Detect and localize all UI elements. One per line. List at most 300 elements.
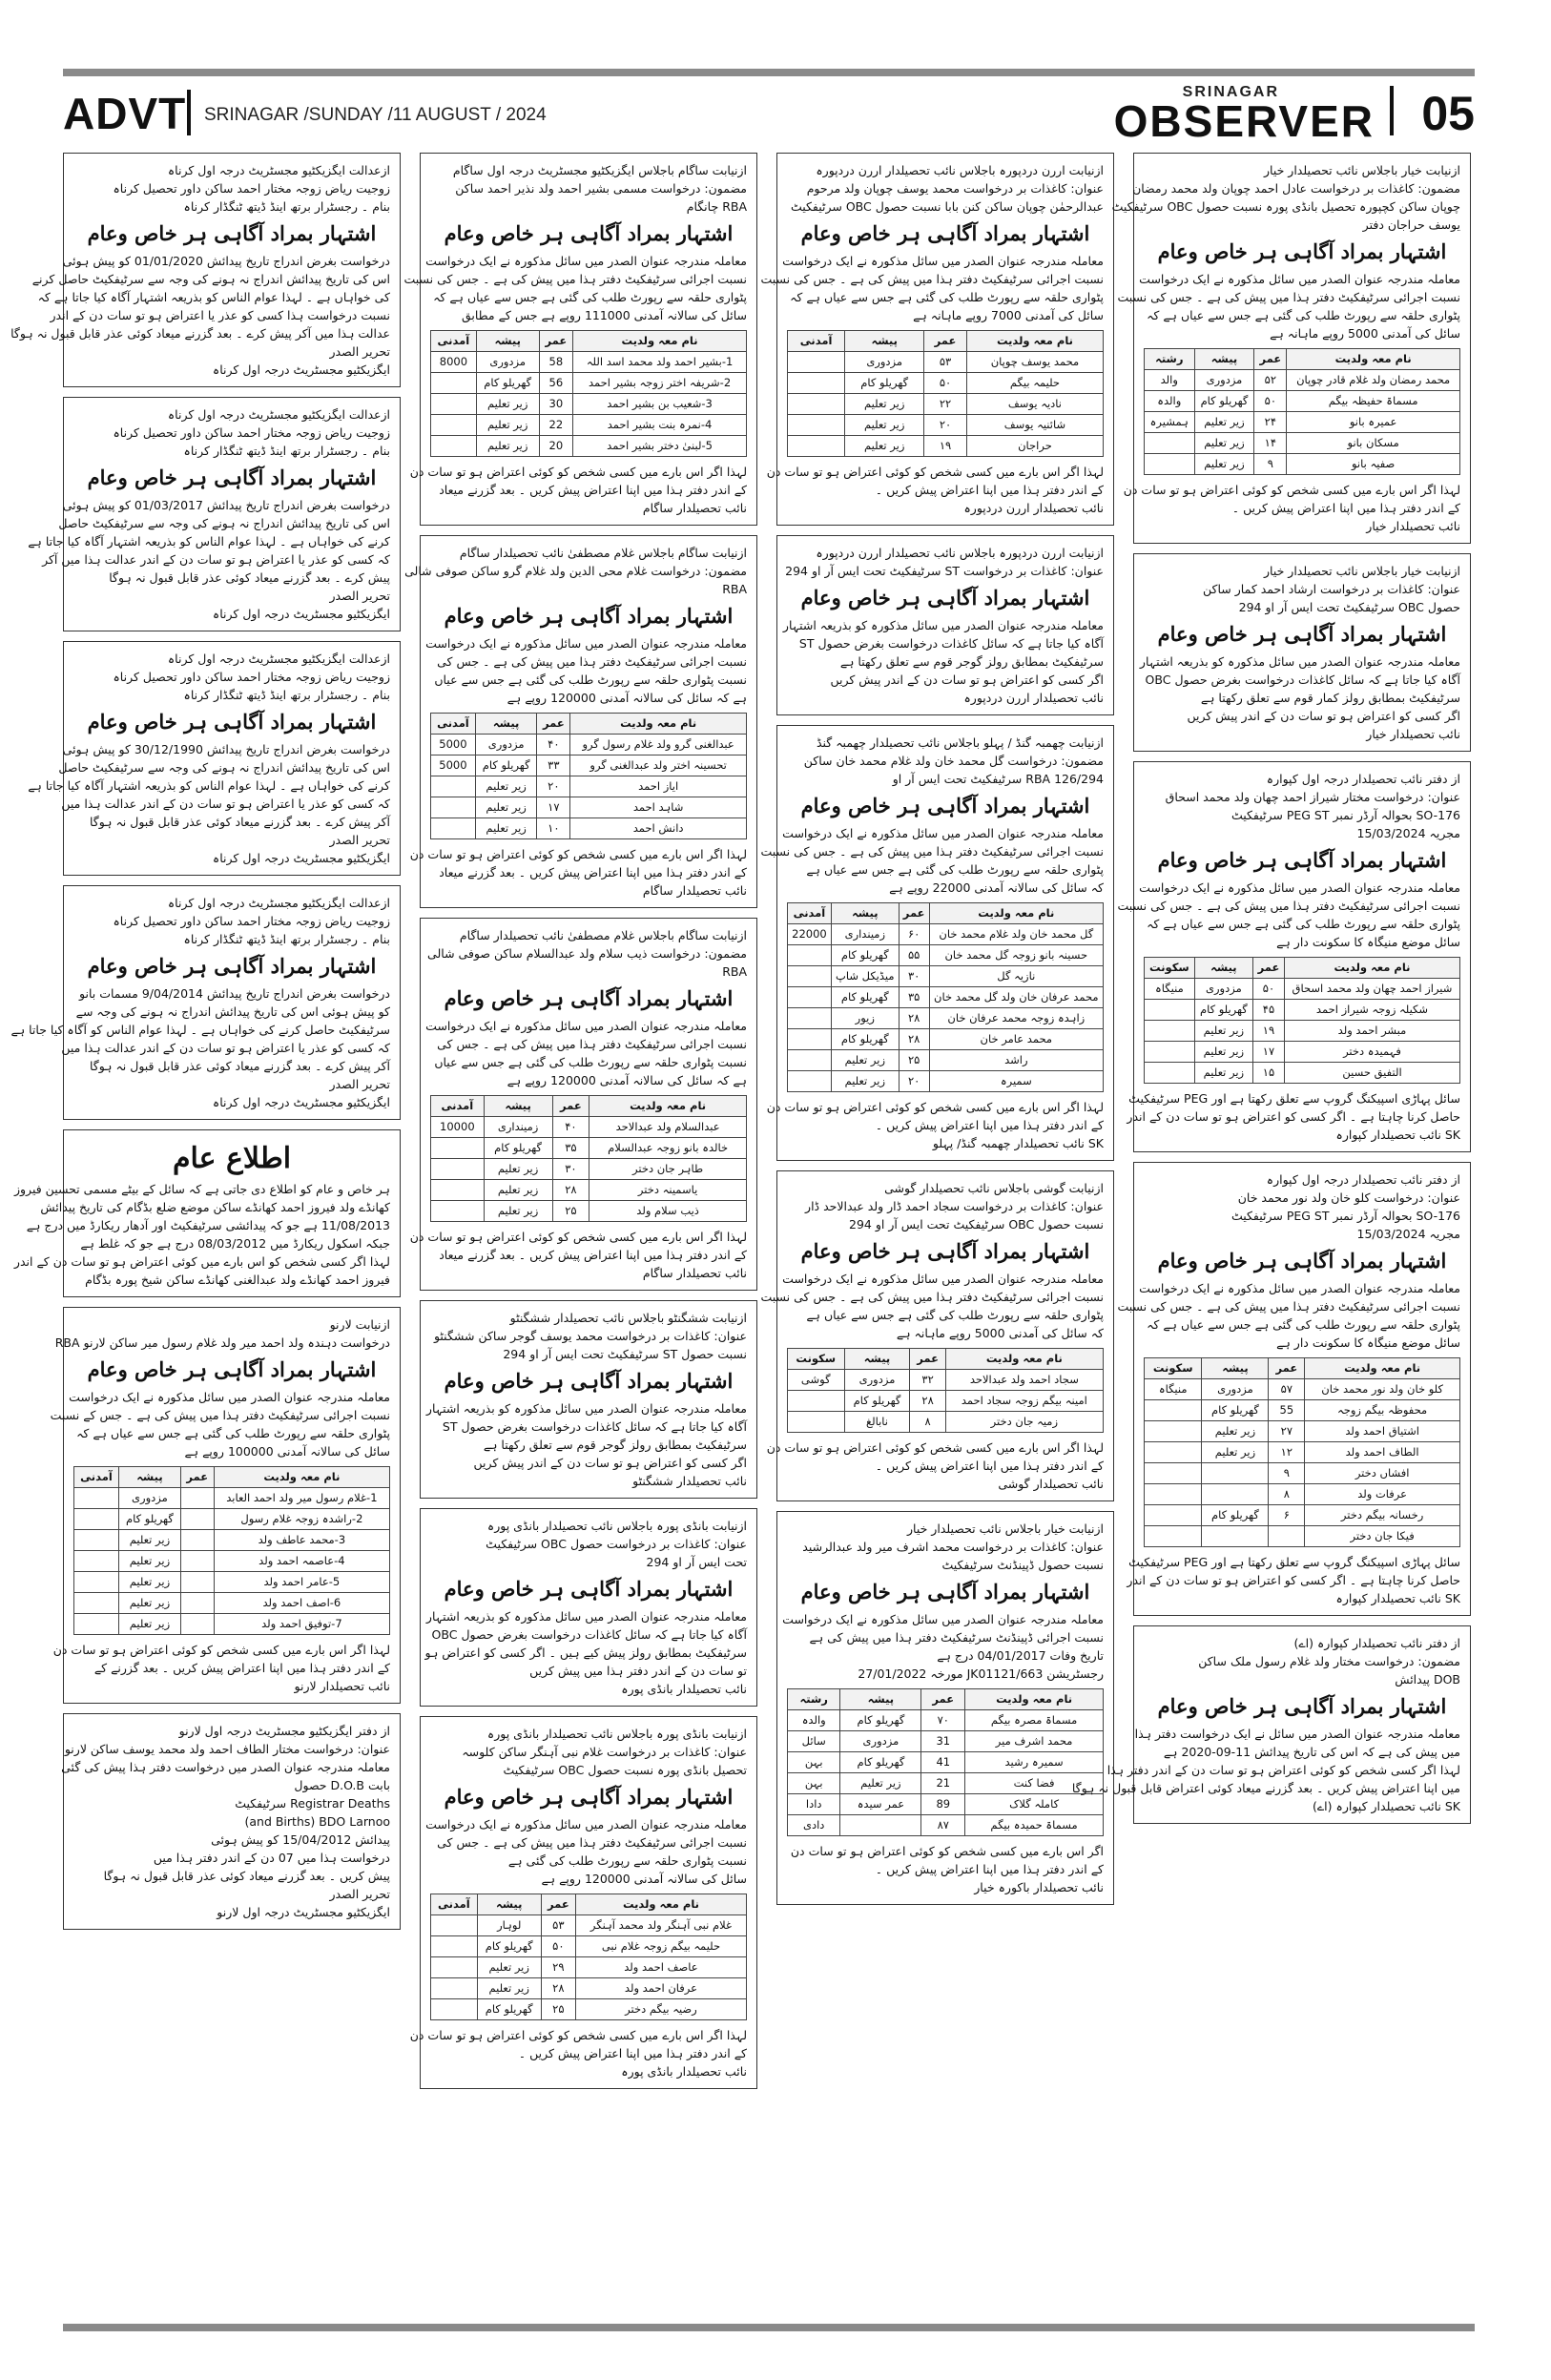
table-cell: نادیہ یوسف bbox=[966, 394, 1103, 415]
record-table-header-cell: آمدنی bbox=[74, 1467, 119, 1488]
ad-heading-line: ازنیابت اررن دردپورہ باجلاس نائب تحصیلدار اررن دردپورہ bbox=[816, 546, 1104, 560]
ad-heading-line: مضمون: درخواست مسمی بشیر احمد ولد نذیر احمد ساکن bbox=[455, 181, 747, 196]
ad-heading-line: زوجیت ریاض زوجہ مختار احمد ساکن داور تحصیل کرناہ bbox=[113, 425, 390, 440]
ad-heading-line: ازعدالت ایگزیکٹیو مجسٹریٹ درجہ اول کرناہ bbox=[167, 896, 390, 910]
ad-heading-line: ازنیابت گوشی باجلاس نائب تحصیلدار گوشی bbox=[884, 1181, 1104, 1195]
table-cell: ۳۰ bbox=[552, 1159, 589, 1180]
table-cell: گھریلو کام bbox=[840, 1752, 921, 1773]
ad-body-line: آکر پیش کرے ۔ بعد گزرنے میعاد کوئی عذر قابل قبول نہ ہوگا bbox=[89, 1059, 390, 1073]
ad-body-line: نسبت اجرائی سرٹیفکیٹ دفتر ہذا میں پیش کی ہے ۔ جس کی نسبت bbox=[1117, 290, 1460, 304]
table-cell: ۱۲ bbox=[1269, 1442, 1305, 1463]
table-cell: گھریلو کام bbox=[477, 1999, 541, 2020]
table-cell: زیر تعلیم bbox=[1194, 1021, 1252, 1042]
ad-heading-line: تحصیل بانڈی پورہ نسبت حصول OBC سرٹیفکیٹ bbox=[503, 1763, 747, 1777]
ad-body-line: نسبت پٹواری حلقہ سے رپورٹ طلب کی گئی ہے جس سے عیاں bbox=[434, 1055, 747, 1069]
ad-body-line: سائل کی آمدنی 7000 روپے ماہانہ ہے bbox=[913, 308, 1104, 322]
ad-footer-line: حاصل کرنا چاہتا ہے ۔ اگر کسی کو اعتراض ہو تو سات دن کے اندر bbox=[1127, 1109, 1460, 1124]
ad-footer-line: کے اندر دفتر ہذا میں اپنا اعتراض پیش کریں ۔ bbox=[875, 1118, 1104, 1132]
ad-body-line: نسبت اجرائی سرٹیفکیٹ دفتر ہذا میں پیش کی ہے ۔ جس کی نسبت bbox=[1117, 899, 1460, 913]
table-row bbox=[431, 755, 747, 776]
public-notice-box bbox=[13, 1129, 401, 1297]
table-row bbox=[1145, 1463, 1460, 1484]
table-cell bbox=[74, 1572, 119, 1593]
ad-footer-line: لہذا اگر اس بارے میں کسی شخص کو کوئی اعتراض ہو تو سات دن bbox=[409, 465, 747, 479]
public-notice-line: 11/08/2013 ہے جو کہ پیدائشی سرٹیفکیٹ اور آدھار ریکارڈ میں درج ہے bbox=[26, 1218, 390, 1232]
ad-title: اشتہار بمراد آگاہی ہر خاص وعام bbox=[444, 604, 734, 628]
table-cell: 89 bbox=[921, 1794, 965, 1815]
table-cell: 3-محمد عاطف ولد bbox=[214, 1530, 389, 1551]
ad-footer-line: نائب تحصیلدار گوشی bbox=[998, 1477, 1104, 1491]
table-row bbox=[431, 1201, 747, 1222]
table-cell: تحسینہ اختر ولد عبدالغنی گرو bbox=[570, 755, 747, 776]
ad-box bbox=[760, 1170, 1114, 1501]
table-cell: گھریلو کام bbox=[845, 373, 924, 394]
table-cell: 2-شریفہ اختر زوجہ بشیر احمد bbox=[573, 373, 747, 394]
table-cell: گھریلو کام bbox=[1194, 1000, 1252, 1021]
ad-footer-line: کے اندر دفتر ہذا میں اپنا اعتراض پیش کریں ۔ bbox=[1231, 501, 1460, 515]
table-cell: محمد عامر خان bbox=[929, 1029, 1103, 1050]
bottom-rule bbox=[63, 2324, 1475, 2331]
ad-footer-line: نائب تحصیلدار ساگام bbox=[642, 501, 747, 515]
table-cell bbox=[788, 1071, 832, 1092]
table-cell: 5000 bbox=[431, 735, 476, 755]
ad-body-line: معاملہ مندرجہ عنوان الصدر میں سائل مذکورہ نے ایک درخواست bbox=[1139, 880, 1460, 895]
table-cell: ۲۰ bbox=[537, 776, 570, 797]
ad-body-line: معاملہ مندرجہ عنوان الصدر میں سائل مذکورہ کو بذریعہ اشتہار bbox=[782, 618, 1104, 632]
record-table-header-cell: پیشہ bbox=[477, 1894, 541, 1915]
table-cell bbox=[431, 1138, 485, 1159]
ad-body-line: کرنے کی خواہاں ہے ۔ لہذا عوام الناس کو بذریعہ اشتہار آگاہ کیا جاتا ہے bbox=[28, 534, 390, 548]
table-cell bbox=[180, 1509, 214, 1530]
table-row bbox=[431, 1978, 747, 1999]
record-table-header-cell: پیشہ bbox=[845, 331, 924, 352]
record-table-header-cell: آمدنی bbox=[431, 1894, 478, 1915]
table-row bbox=[788, 1710, 1104, 1731]
table-row bbox=[1145, 1379, 1460, 1400]
ad-body-line: درخواست بغرض اندراج تاریخ پیدائش 01/03/2017 کو پیش ہوئی bbox=[62, 498, 390, 512]
ad-title: اشتہار بمراد آگاہی ہر خاص وعام bbox=[87, 710, 377, 734]
record-table-header-cell: عمر bbox=[1269, 1358, 1305, 1379]
table-row bbox=[74, 1572, 390, 1593]
ad-heading-line: از دفتر نائب تحصیلدار درجہ اول کپوارہ bbox=[1266, 772, 1460, 786]
table-cell: گھریلو کام bbox=[1202, 1505, 1269, 1526]
ad-heading-line: زوجیت ریاض زوجہ مختار احمد ساکن داور تحصیل کرناہ bbox=[113, 914, 390, 928]
ad-footer-line: کے اندر دفتر ہذا میں اپنا اعتراض پیش کریں ۔ bbox=[875, 483, 1104, 497]
table-cell: گھریلو کام bbox=[831, 945, 899, 966]
table-cell: زیر تعلیم bbox=[831, 1071, 899, 1092]
ad-body-line: معاملہ مندرجہ عنوان الصدر میں سائل مذکورہ نے ایک درخواست bbox=[782, 254, 1104, 268]
ad-heading-line: بنام ۔ رجسٹرار برتھ اینڈ ڈیتھ ٹنگڈار کرناہ bbox=[183, 444, 390, 458]
ad-box bbox=[1111, 153, 1471, 544]
record-table-header-cell: نام معہ ولدیت bbox=[965, 1689, 1104, 1710]
ad-body-line: آگاہ کیا جاتا ہے کہ سائل کاغذات درخواست بغرض حصول ST bbox=[798, 636, 1104, 651]
table-cell: گوشی bbox=[788, 1370, 845, 1391]
ad-body-line: سرٹیفکیٹ بمطابق رولز گوجر قوم سے تعلق رکھتا ہے bbox=[483, 1438, 747, 1452]
header-divider-right bbox=[1390, 86, 1394, 135]
ad-box bbox=[28, 397, 401, 631]
table-cell: حلیمہ بیگم bbox=[966, 373, 1103, 394]
ad-title: اشتہار بمراد آگاہی ہر خاص وعام bbox=[444, 1785, 734, 1809]
record-table bbox=[787, 1688, 1104, 1836]
record-table-header-cell: عمر bbox=[180, 1467, 214, 1488]
ad-heading-line: عنوان: درخواست مختار شیراز احمد چھان ولد محمد اسحاق bbox=[1165, 790, 1460, 804]
table-row bbox=[788, 1815, 1104, 1836]
table-cell: مسماۃ حمیدہ بیگم bbox=[965, 1815, 1104, 1836]
record-table-header-cell: نام معہ ولدیت bbox=[945, 1349, 1103, 1370]
table-cell bbox=[788, 1029, 832, 1050]
table-cell: 2-راشدہ زوجہ غلام رسول bbox=[214, 1509, 389, 1530]
table-cell: ۷۰ bbox=[921, 1710, 965, 1731]
record-table-header-cell: نام معہ ولدیت bbox=[575, 1894, 746, 1915]
table-cell: اشتیاق احمد ولد bbox=[1305, 1421, 1460, 1442]
ad-body-line: معاملہ مندرجہ عنوان الصدر میں سائل مذکورہ نے ایک درخواست bbox=[782, 826, 1104, 840]
ad-body-line: پٹواری حلقہ سے رپورٹ طلب کی گئی ہے جس سے عیاں ہے کہ bbox=[790, 290, 1104, 304]
record-table-header-cell: عمر bbox=[539, 331, 573, 352]
record-table-header-cell: عمر bbox=[552, 1096, 589, 1117]
record-table bbox=[430, 713, 747, 839]
ad-body-line: معاملہ مندرجہ عنوان الصدر میں سائل مذکورہ کو بذریعہ اشتہار bbox=[425, 1401, 747, 1416]
ad-heading-line: SO-176 بحوالہ آرڈر نمبر PEG ST سرٹیفکیٹ bbox=[1230, 1209, 1460, 1223]
table-cell: 7-توفیق احمد ولد bbox=[214, 1614, 389, 1635]
record-table-header bbox=[788, 903, 1104, 924]
table-cell bbox=[74, 1488, 119, 1509]
table-row bbox=[1145, 1526, 1460, 1547]
ad-body-line: سرٹیفکیٹ حاصل کرنے کی خواہاں ہے ۔ لہذا عوام الناس کو آگاہ کیا جاتا ہے bbox=[10, 1023, 390, 1037]
ad-signature: تحریر الصدر bbox=[329, 344, 390, 359]
table-cell: زاہدہ زوجہ محمد عرفان خان bbox=[929, 1008, 1103, 1029]
record-table-header-cell: پیشہ bbox=[1202, 1358, 1269, 1379]
table-cell: ۵۳ bbox=[924, 352, 967, 373]
ad-signature: تحریر الصدر bbox=[329, 589, 390, 603]
table-row bbox=[1145, 1042, 1460, 1063]
ad-body-line: نسبت اجرائی ڈپینڈنٹ سرٹیفکیٹ دفتر ہذا میں پیش کی ہے bbox=[809, 1630, 1104, 1645]
table-row bbox=[1145, 1000, 1460, 1021]
ad-title: اشتہار بمراد آگاہی ہر خاص وعام bbox=[87, 954, 377, 978]
table-cell: 22 bbox=[539, 415, 573, 436]
table-row bbox=[74, 1488, 390, 1509]
table-row bbox=[788, 1071, 1104, 1092]
ad-body-line: درخواست ہذا میں 07 دن کے اندر دفتر ہذا میں bbox=[153, 1851, 390, 1865]
table-cell bbox=[788, 1412, 845, 1433]
ad-title: اشتہار بمراد آگاہی ہر خاص وعام bbox=[87, 1357, 377, 1381]
record-table-header-cell: آمدنی bbox=[431, 1096, 485, 1117]
table-cell: ۳۵ bbox=[552, 1138, 589, 1159]
record-table-header-cell: پیشہ bbox=[475, 714, 537, 735]
ad-body-line: ہے کہ سائل کی سالانہ آمدنی 120000 روپے ہے bbox=[507, 691, 747, 705]
table-cell: سمیرہ bbox=[929, 1071, 1103, 1092]
ad-heading-line: RBA چانگام bbox=[686, 199, 747, 214]
ad-footer-line: لہذا اگر اس بارے میں کسی شخص کو کوئی اعتراض ہو تو سات دن bbox=[409, 2028, 747, 2042]
table-cell: ۱۷ bbox=[1252, 1042, 1284, 1063]
table-cell bbox=[1145, 1526, 1202, 1547]
table-cell bbox=[1145, 1442, 1202, 1463]
table-cell: زیر تعلیم bbox=[476, 394, 539, 415]
table-row bbox=[431, 797, 747, 818]
record-table-header-cell: عمر bbox=[899, 903, 929, 924]
record-table bbox=[430, 1095, 747, 1222]
record-table bbox=[1144, 1357, 1460, 1547]
ad-body-line: سائل کی سالانہ آمدنی 120000 روپے ہے bbox=[541, 1872, 747, 1886]
table-row bbox=[788, 436, 1104, 457]
table-cell: زیور bbox=[831, 1008, 899, 1029]
table-row bbox=[74, 1509, 390, 1530]
table-row bbox=[431, 1915, 747, 1936]
table-cell: زیر تعلیم bbox=[1194, 412, 1254, 433]
record-table-header-cell: پیشہ bbox=[1194, 349, 1254, 370]
table-cell bbox=[788, 352, 845, 373]
ad-title: اشتہار بمراد آگاہی ہر خاص وعام bbox=[1157, 1694, 1447, 1718]
table-cell: مزدوری bbox=[1194, 370, 1254, 391]
public-notice-line: کھانڈے ولد فیروز احمد کھانڈے ساکن موضع ضلع بڈگام کی تاریخ پیدائش bbox=[40, 1200, 390, 1214]
ad-body-line: معاملہ مندرجہ عنوان الصدر میں سائل مذکورہ کو بذریعہ اشتہار bbox=[425, 1609, 747, 1624]
table-cell: زیر تعلیم bbox=[477, 1978, 541, 1999]
ad-box bbox=[1117, 761, 1471, 1152]
table-cell: ۳۲ bbox=[910, 1370, 945, 1391]
table-cell: ۴۰ bbox=[537, 735, 570, 755]
table-cell: ۵۰ bbox=[1252, 979, 1284, 1000]
table-cell: طاہر جان دختر bbox=[589, 1159, 747, 1180]
ad-body-line: پیش کریں ۔ بعد گزرنے میعاد کوئی عذر قابل قبول نہ ہوگا bbox=[103, 1869, 390, 1883]
ad-heading-line: ازعدالت ایگزیکٹیو مجسٹریٹ درجہ اول کرناہ bbox=[167, 652, 390, 666]
table-cell: عمیرہ بانو bbox=[1287, 412, 1460, 433]
table-cell: رخسانہ بیگم دختر bbox=[1305, 1505, 1460, 1526]
table-cell: گھریلو کام bbox=[1202, 1400, 1269, 1421]
table-cell: ۱۹ bbox=[924, 436, 967, 457]
table-cell bbox=[431, 1915, 478, 1936]
ad-heading-line: زوجیت ریاض زوجہ مختار احمد ساکن داور تحصیل کرناہ bbox=[113, 670, 390, 684]
ad-heading-line: عنوان: کاغذات بر درخواست محمد اشرف میر ولد عبدالرشید bbox=[802, 1540, 1104, 1554]
table-cell: ۲۵ bbox=[899, 1050, 929, 1071]
table-cell: منیگاہ bbox=[1145, 1379, 1202, 1400]
record-table-header-cell: نام معہ ولدیت bbox=[966, 331, 1103, 352]
table-row bbox=[788, 415, 1104, 436]
ad-title: اشتہار بمراد آگاہی ہر خاص وعام bbox=[444, 221, 734, 245]
table-cell: والد bbox=[1145, 370, 1195, 391]
table-cell bbox=[1269, 1526, 1305, 1547]
table-cell: مسکان بانو bbox=[1287, 433, 1460, 454]
ad-box bbox=[10, 885, 401, 1120]
ad-body-line: Registrar Deaths سرٹیفکیٹ bbox=[235, 1796, 390, 1811]
table-row bbox=[431, 776, 747, 797]
table-cell: ۸۷ bbox=[921, 1815, 965, 1836]
table-cell: زیر تعلیم bbox=[484, 1159, 552, 1180]
table-cell: ۵۲ bbox=[1254, 370, 1287, 391]
table-cell: گھریلو کام bbox=[119, 1509, 181, 1530]
table-row bbox=[74, 1593, 390, 1614]
ad-title: اشتہار بمراد آگاہی ہر خاص وعام bbox=[1157, 239, 1447, 263]
ad-footer-line: نائب تحصیلدار بانڈی پورہ bbox=[621, 1682, 747, 1696]
record-table-header-cell: رشتہ bbox=[1145, 349, 1195, 370]
ad-footer-line: SK نائب تحصیلدار کپوارہ bbox=[1335, 1128, 1460, 1142]
table-cell: 22000 bbox=[788, 924, 832, 945]
table-cell bbox=[180, 1572, 214, 1593]
table-cell: محمد اشرف میر bbox=[965, 1731, 1104, 1752]
ad-body-line: نسبت پٹواری حلقہ سے رپورٹ طلب کی گئی ہے bbox=[507, 1853, 747, 1868]
record-table-header-cell: رشتہ bbox=[788, 1689, 840, 1710]
table-row bbox=[74, 1614, 390, 1635]
ad-footer-line: SK نائب تحصیلدار کپوارہ bbox=[1335, 1591, 1460, 1605]
table-cell: عاصف احمد ولد bbox=[575, 1957, 746, 1978]
table-cell: زیر تعلیم bbox=[1194, 1042, 1252, 1063]
ad-footer-line: کے اندر دفتر ہذا میں اپنا اعتراض پیش کریں ۔ بعد گزرنے میعاد bbox=[439, 865, 747, 880]
table-cell bbox=[1145, 1421, 1202, 1442]
record-table-header bbox=[788, 1689, 1104, 1710]
table-row bbox=[74, 1530, 390, 1551]
table-cell: زیر تعلیم bbox=[476, 436, 539, 457]
table-row bbox=[788, 1370, 1104, 1391]
ad-heading-line: ازنیابت اررن دردپورہ باجلاس نائب تحصیلدار اررن دردپورہ bbox=[816, 163, 1104, 177]
ad-body-line: سرٹیفکیٹ بمطابق رولز گوجر قوم سے تعلق رکھتا ہے bbox=[839, 654, 1104, 669]
ad-title: اشتہار بمراد آگاہی ہر خاص وعام bbox=[87, 221, 377, 245]
record-table-header-cell: نام معہ ولدیت bbox=[1284, 958, 1459, 979]
ad-heading-line: ازنیابت لارنو bbox=[329, 1317, 390, 1332]
ad-footer-line: SK نائب تحصیلدار چھمبہ گنڈ/ پہلو bbox=[932, 1136, 1104, 1150]
table-cell: رضیہ بیگم دختر bbox=[575, 1999, 746, 2020]
table-cell bbox=[1145, 1063, 1195, 1084]
ad-body-line: نسبت پٹواری حلقہ سے رپورٹ طلب کی گئی ہے جس سے عیاں bbox=[434, 673, 747, 687]
ad-body-line: and Births) BDO Larnoo) bbox=[244, 1814, 390, 1829]
ad-body-line: معاملہ مندرجہ عنوان الصدر میں سائل مذکورہ نے ایک درخواست bbox=[425, 1019, 747, 1033]
record-table bbox=[1144, 348, 1460, 475]
table-cell: ۲۰ bbox=[924, 415, 967, 436]
ad-title: اشتہار بمراد آگاہی ہر خاص وعام bbox=[444, 1577, 734, 1601]
table-cell: ذیب سلام ولد bbox=[589, 1201, 747, 1222]
ad-body-line: پٹواری حلقہ سے رپورٹ طلب کی گئی ہے جس سے عیاں ہے کہ bbox=[76, 1426, 390, 1440]
table-cell: گھریلو کام bbox=[831, 1029, 899, 1050]
ad-footer-line: نائب تحصیلدار ششگنٹو bbox=[632, 1474, 747, 1488]
dateline: SRINAGAR /SUNDAY /11 AUGUST / 2024 bbox=[204, 105, 547, 125]
table-row bbox=[1145, 391, 1460, 412]
table-cell bbox=[1145, 1400, 1202, 1421]
ad-body-line: پیدائش 15/04/2012 کو پیش ہوئی bbox=[211, 1832, 390, 1847]
table-row bbox=[1145, 979, 1460, 1000]
table-row bbox=[788, 1412, 1104, 1433]
table-cell: مسماۃ مصرہ بیگم bbox=[965, 1710, 1104, 1731]
table-cell bbox=[1202, 1463, 1269, 1484]
record-table-header-cell: پیشہ bbox=[484, 1096, 552, 1117]
table-cell: مبشر احمد ولد bbox=[1284, 1021, 1459, 1042]
ad-box bbox=[1071, 1625, 1471, 1824]
table-cell: عبدالسلام ولد عبدالاحد bbox=[589, 1117, 747, 1138]
table-cell: زیر تعلیم bbox=[475, 776, 537, 797]
ad-box bbox=[63, 1713, 401, 1930]
table-cell: 5000 bbox=[431, 755, 476, 776]
ad-title: اشتہار بمراد آگاہی ہر خاص وعام bbox=[444, 986, 734, 1010]
ad-heading-line: ازنیابت بانڈی پورہ باجلاس نائب تحصیلدار بانڈی پورہ bbox=[486, 1727, 747, 1741]
table-row bbox=[788, 1731, 1104, 1752]
table-row bbox=[431, 818, 747, 839]
table-cell: گھریلو کام bbox=[476, 373, 539, 394]
record-table bbox=[787, 902, 1104, 1092]
table-cell bbox=[788, 373, 845, 394]
table-cell: 56 bbox=[539, 373, 573, 394]
table-row bbox=[788, 394, 1104, 415]
table-row bbox=[431, 1159, 747, 1180]
page-number: 05 bbox=[1421, 87, 1475, 140]
ad-body-line: نسبت اجرائی سرٹیفکیٹ دفتر ہذا میں پیش کی ہے ۔ جس کی bbox=[437, 654, 747, 669]
table-cell: زیر تعلیم bbox=[475, 818, 537, 839]
ad-body-line: نسبت اجرائی سرٹیفکیٹ دفتر ہذا میں پیش کی ہے ۔ جس کی نسبت bbox=[760, 844, 1104, 859]
table-cell: زیر تعلیم bbox=[484, 1180, 552, 1201]
ad-box bbox=[409, 918, 757, 1291]
record-table-header-cell: نام معہ ولدیت bbox=[1305, 1358, 1460, 1379]
table-row bbox=[788, 1773, 1104, 1794]
ad-body-line: معاملہ مندرجہ عنوان الصدر میں سائل مذکورہ نے ایک درخواست bbox=[1139, 1281, 1460, 1295]
table-cell: زیر تعلیم bbox=[1202, 1421, 1269, 1442]
ad-footer-line: نائب تحصیلدار اررن دردپورہ bbox=[963, 501, 1104, 515]
table-cell: ۲۲ bbox=[924, 394, 967, 415]
ad-title: اشتہار بمراد آگاہی ہر خاص وعام bbox=[800, 586, 1090, 610]
table-cell: امینہ بیگم زوجہ سجاد احمد bbox=[945, 1391, 1103, 1412]
table-cell: شاہد احمد bbox=[570, 797, 747, 818]
table-cell: 55 bbox=[1269, 1400, 1305, 1421]
table-row bbox=[431, 1957, 747, 1978]
ad-body-line: معاملہ مندرجہ عنوان الصدر میں سائل نے ایک درخواست دفتر ہذا bbox=[1134, 1727, 1460, 1741]
table-row bbox=[788, 966, 1104, 987]
table-row bbox=[431, 1180, 747, 1201]
ad-heading-line: ازنیابت چھمبہ گنڈ / پہلو باجلاس نائب تحصیلدار چھمبہ گنڈ bbox=[816, 735, 1104, 750]
table-cell: مزدوری bbox=[475, 735, 537, 755]
ad-body-line: کہ کسی کو عذر یا اعتراض ہو تو سات دن کے اندر عدالت ہذا میں bbox=[61, 797, 390, 811]
record-table-header-cell: عمر bbox=[924, 331, 967, 352]
ad-box bbox=[28, 641, 401, 876]
table-cell: عبدالغنی گرو ولد غلام رسول گرو bbox=[570, 735, 747, 755]
table-cell: دانش احمد bbox=[570, 818, 747, 839]
ad-body-line: بابت D.O.B حصول bbox=[294, 1778, 390, 1792]
table-row bbox=[788, 987, 1104, 1008]
public-notice-line: جبکہ اسکول ریکارڈ میں 08/03/2012 درج ہے جو کہ غلط ہے bbox=[80, 1236, 390, 1251]
table-cell: ۲۷ bbox=[1269, 1421, 1305, 1442]
ad-body-line: اگر کسی کو اعتراض ہو تو سات دن کے اندر پیش کریں bbox=[473, 1456, 747, 1470]
table-cell: منیگاہ bbox=[1145, 979, 1195, 1000]
ad-body-line: درخواست بغرض اندراج تاریخ پیدائش 9/04/2014 مسمات بانو bbox=[79, 986, 390, 1001]
record-table-header-cell: عمر bbox=[910, 1349, 945, 1370]
ad-heading-line: تحت ایس آر او 294 bbox=[646, 1555, 747, 1569]
table-cell bbox=[840, 1815, 921, 1836]
table-cell: سمیرہ رشید bbox=[965, 1752, 1104, 1773]
table-row bbox=[788, 1794, 1104, 1815]
table-cell: 5-لبنیٰ دختر بشیر احمد bbox=[573, 436, 747, 457]
table-cell: 5-عامر احمد ولد bbox=[214, 1572, 389, 1593]
ad-box bbox=[776, 535, 1114, 715]
table-row bbox=[1145, 1442, 1460, 1463]
ad-heading-line: ازنیابت خیار باجلاس نائب تحصیلدار خیار bbox=[906, 1521, 1104, 1536]
table-cell: گل محمد خان ولد غلام محمد خان bbox=[929, 924, 1103, 945]
record-table-header-cell: آمدنی bbox=[788, 331, 845, 352]
table-cell: زیر تعلیم bbox=[845, 415, 924, 436]
table-cell: لوہار bbox=[477, 1915, 541, 1936]
ad-footer-line: کے اندر دفتر ہذا میں اپنا اعتراض پیش کریں ۔ بعد گزرنے میعاد bbox=[439, 1248, 747, 1262]
table-cell: ۶۰ bbox=[899, 924, 929, 945]
table-cell: دادا bbox=[788, 1794, 840, 1815]
table-cell: گھریلو کام bbox=[840, 1710, 921, 1731]
table-cell bbox=[1145, 1021, 1195, 1042]
table-row bbox=[788, 1029, 1104, 1050]
table-cell bbox=[431, 818, 476, 839]
table-row bbox=[1145, 1421, 1460, 1442]
table-cell: ۳۰ bbox=[899, 966, 929, 987]
ad-box bbox=[760, 725, 1114, 1161]
table-cell: افشاں دختر bbox=[1305, 1463, 1460, 1484]
table-cell: ۵۰ bbox=[541, 1936, 575, 1957]
ad-footer-line: نائب تحصیلدار خیار bbox=[1366, 727, 1460, 741]
table-row bbox=[431, 735, 747, 755]
ad-title: اشتہار بمراد آگاہی ہر خاص وعام bbox=[87, 466, 377, 489]
ad-heading-line: از دفتر ایگزیکٹیو مجسٹریٹ درجہ اول لارنو bbox=[178, 1724, 390, 1738]
ad-footer-line: SK نائب تحصیلدار کپوارہ (اے) bbox=[1312, 1799, 1460, 1813]
ad-heading-line: ازنیابت ساگام باجلاس ایگزیکٹیو مجسٹریٹ درجہ اول ساگام bbox=[452, 163, 747, 177]
ad-body-line: معاملہ مندرجہ عنوان الصدر میں سائل مذکورہ نے ایک درخواست bbox=[782, 1612, 1104, 1626]
